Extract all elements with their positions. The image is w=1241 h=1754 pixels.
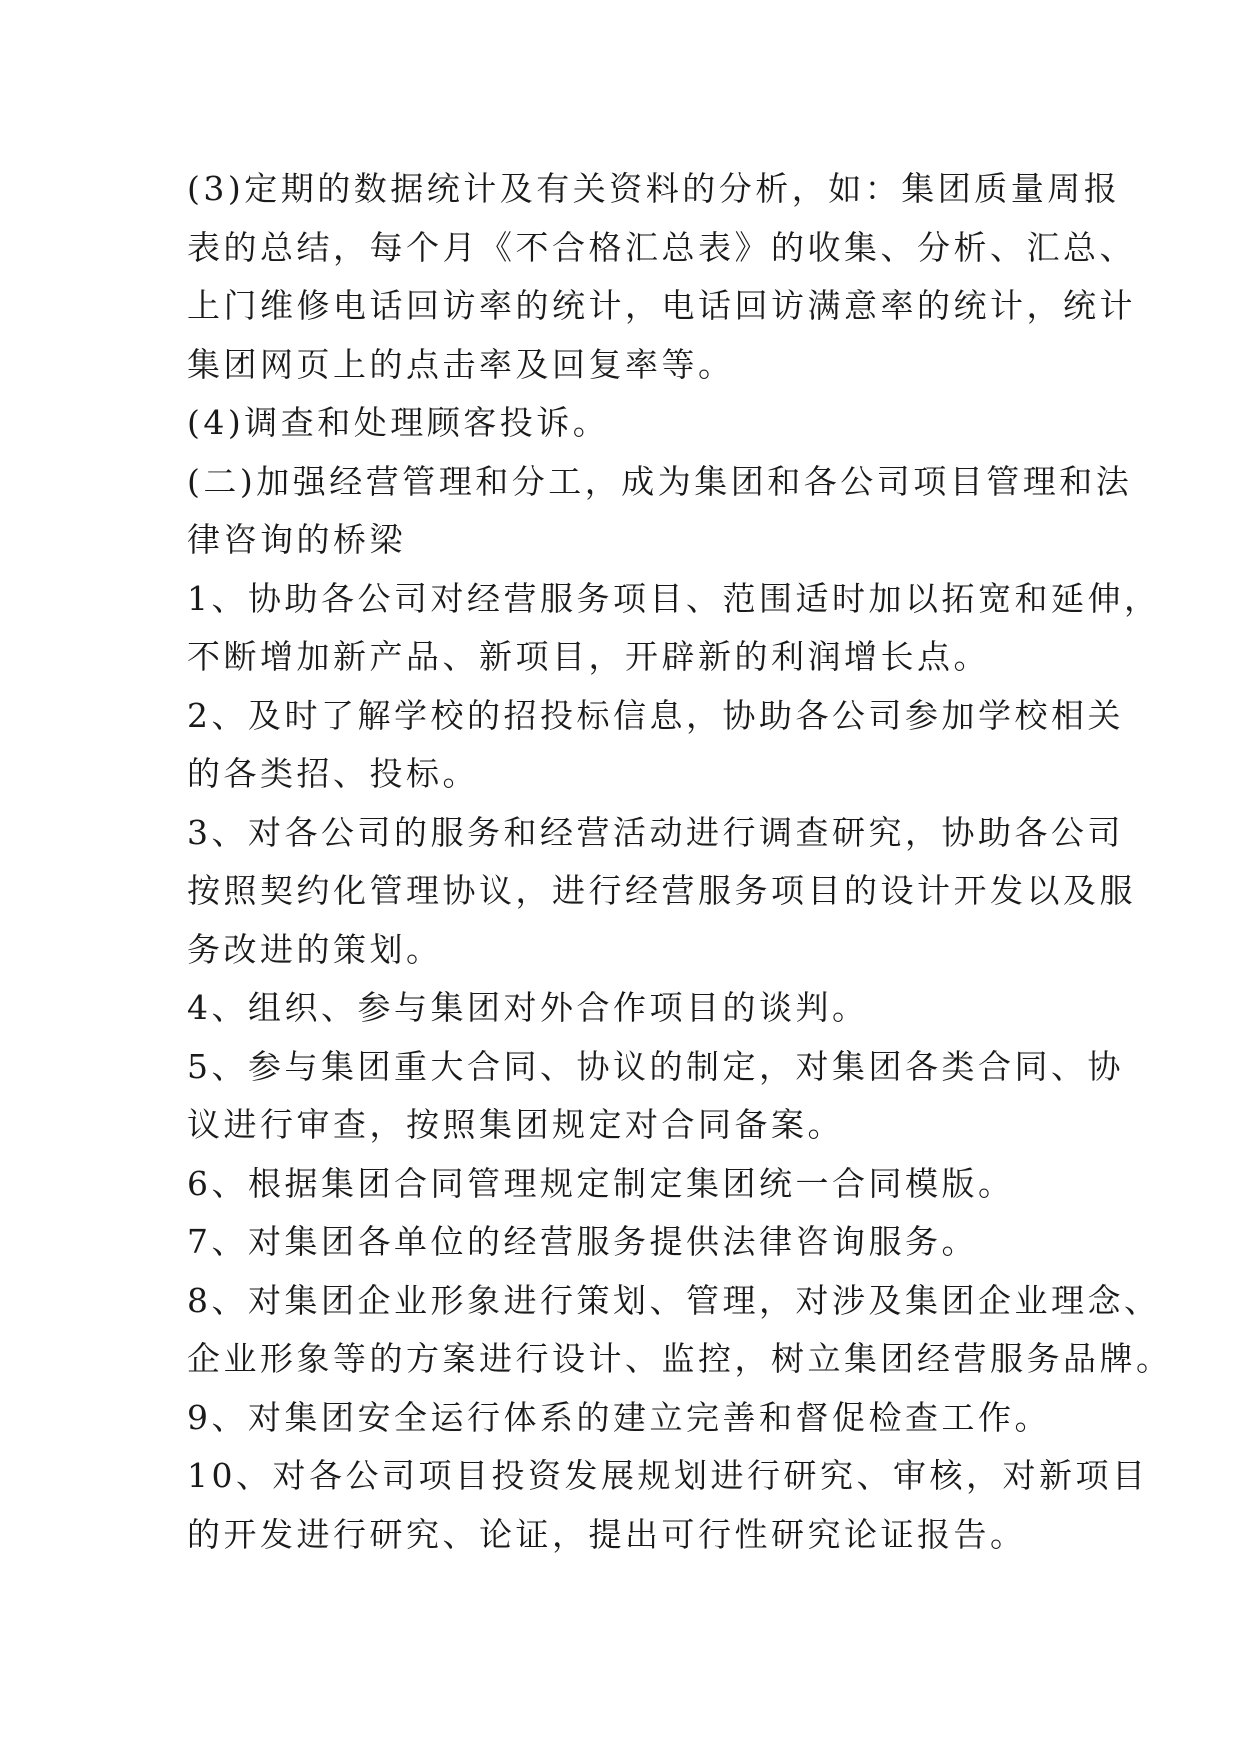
text-line: 6、根据集团合同管理规定制定集团统一合同模版。 bbox=[187, 1163, 1015, 1203]
list-item-9 bbox=[187, 1389, 1087, 1448]
text-line: 集团网页上的点击率及回复率等。 bbox=[187, 344, 735, 384]
text-line: 按照契约化管理协议，进行经营服务项目的设计开发以及服 bbox=[187, 871, 1136, 910]
section-heading-2 bbox=[187, 453, 1133, 570]
text-line: 的开发进行研究、论证，提出可行性研究论证报告。 bbox=[187, 1514, 1027, 1554]
paragraph-3-stats bbox=[187, 160, 1136, 394]
paragraph-4-complaints bbox=[187, 394, 1087, 453]
text-line: 8、对集团企业形象进行策划、管理，对涉及集团企业理念、 bbox=[187, 1280, 1161, 1320]
text-line: 律咨询的桥梁 bbox=[187, 520, 406, 559]
text-line: (二)加强经营管理和分工，成为集团和各公司项目管理和法 bbox=[187, 461, 1133, 501]
list-item-10 bbox=[187, 1447, 1149, 1564]
text-line: (4)调查和处理顾客投诉。 bbox=[187, 403, 610, 442]
text-line: 议进行审查，按照集团规定对合同备案。 bbox=[187, 1105, 844, 1144]
text-line: 4、组织、参与集团对外合作项目的谈判。 bbox=[187, 988, 869, 1027]
text-line: 不断增加新产品、新项目，开辟新的利润增长点。 bbox=[187, 637, 990, 676]
list-item-2 bbox=[187, 687, 1124, 804]
text-line: 9、对集团安全运行体系的建立完善和督促检查工作。 bbox=[187, 1397, 1051, 1437]
text-line: 10、对各公司项目投资发展规划进行研究、审核，对新项目 bbox=[187, 1456, 1149, 1495]
list-item-4 bbox=[187, 979, 1087, 1038]
list-item-6 bbox=[187, 1155, 1087, 1214]
document-body bbox=[187, 160, 1173, 1564]
text-line: 企业形象等的方案进行设计、监控，树立集团经营服务品牌。 bbox=[187, 1339, 1173, 1378]
text-line: 1、协助各公司对经营服务项目、范围适时加以拓宽和延伸， bbox=[187, 578, 1161, 618]
list-item-8 bbox=[187, 1272, 1173, 1389]
text-line: 7、对集团各单位的经营服务提供法律咨询服务。 bbox=[187, 1222, 978, 1261]
text-line: 2、及时了解学校的招投标信息，协助各公司参加学校相关 bbox=[187, 695, 1124, 735]
list-item-7 bbox=[187, 1213, 1087, 1272]
text-line: 上门维修电话回访率的统计，电话回访满意率的统计，统计 bbox=[187, 286, 1136, 325]
text-line: (3)定期的数据统计及有关资料的分析，如：集团质量周报 bbox=[187, 169, 1121, 208]
text-line: 3、对各公司的服务和经营活动进行调查研究，协助各公司 bbox=[187, 812, 1124, 852]
text-line: 务改进的策划。 bbox=[187, 929, 443, 969]
list-item-1 bbox=[187, 570, 1161, 687]
list-item-3 bbox=[187, 804, 1136, 980]
text-line: 5、参与集团重大合同、协议的制定，对集团各类合同、协 bbox=[187, 1046, 1124, 1086]
text-line: 表的总结，每个月《不合格汇总表》的收集、分析、汇总、 bbox=[187, 227, 1136, 267]
list-item-5 bbox=[187, 1038, 1124, 1155]
text-line: 的各类招、投标。 bbox=[187, 754, 479, 793]
